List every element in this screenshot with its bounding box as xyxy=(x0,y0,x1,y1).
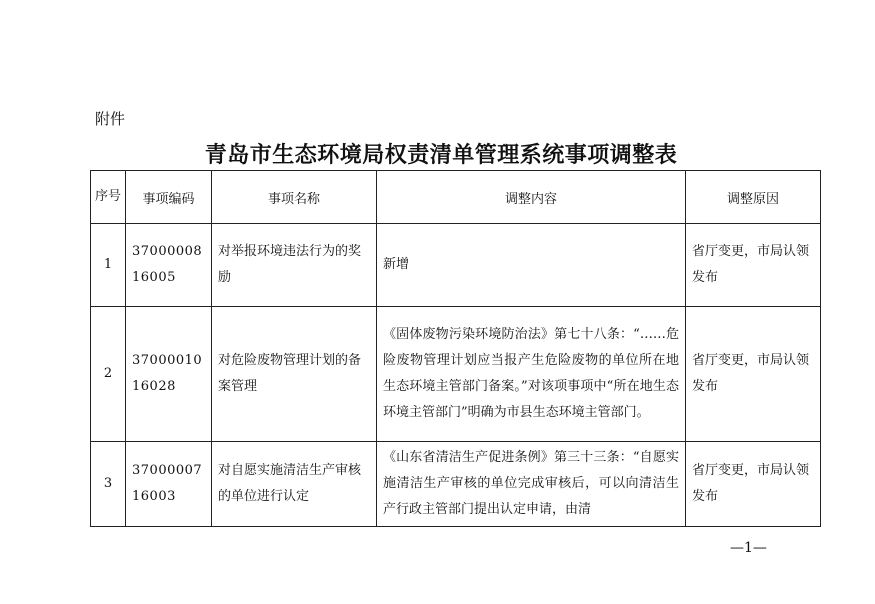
cell-code: 3700000816005 xyxy=(126,224,212,307)
attachment-label: 附件 xyxy=(95,110,126,128)
cell-seq: 1 xyxy=(91,224,126,307)
cell-code: 3700000716003 xyxy=(126,442,212,527)
header-reason: 调整原因 xyxy=(686,171,821,224)
page-number: —1— xyxy=(730,540,767,556)
cell-seq: 2 xyxy=(91,307,126,442)
cell-reason: 省厅变更，市局认领发布 xyxy=(686,307,821,442)
cell-name: 对举报环境违法行为的奖励 xyxy=(212,224,377,307)
cell-code: 3700001016028 xyxy=(126,307,212,442)
page-title: 青岛市生态环境局权责清单管理系统事项调整表 xyxy=(204,142,678,168)
adjustment-table xyxy=(90,170,821,527)
cell-reason: 省厅变更，市局认领发布 xyxy=(686,442,821,527)
header-name: 事项名称 xyxy=(212,171,377,224)
table-row xyxy=(91,307,821,442)
header-content: 调整内容 xyxy=(377,171,686,224)
cell-content: 《山东省清洁生产促进条例》第三十三条：“自愿实施清洁生产审核的单位完成审核后，可以向清洁生产行政主管部门提出认定申请，由清 xyxy=(377,442,686,527)
table-header-row xyxy=(91,171,821,224)
header-seq: 序号 xyxy=(91,171,126,224)
cell-reason: 省厅变更，市局认领发布 xyxy=(686,224,821,307)
cell-name: 对自愿实施清洁生产审核的单位进行认定 xyxy=(212,442,377,527)
table-row xyxy=(91,442,821,527)
cell-content: 《固体废物污染环境防治法》第七十八条：“……危险废物管理计划应当报产生危险废物的单位所在地生态环境主管部门备案。”对该项事项中“所在地生态环境主管部门”明确为市县生态环境主管部门。 xyxy=(377,307,686,442)
cell-seq: 3 xyxy=(91,442,126,527)
header-code: 事项编码 xyxy=(126,171,212,224)
cell-content: 新增 xyxy=(377,224,686,307)
table-row xyxy=(91,224,821,307)
cell-name: 对危险废物管理计划的备案管理 xyxy=(212,307,377,442)
